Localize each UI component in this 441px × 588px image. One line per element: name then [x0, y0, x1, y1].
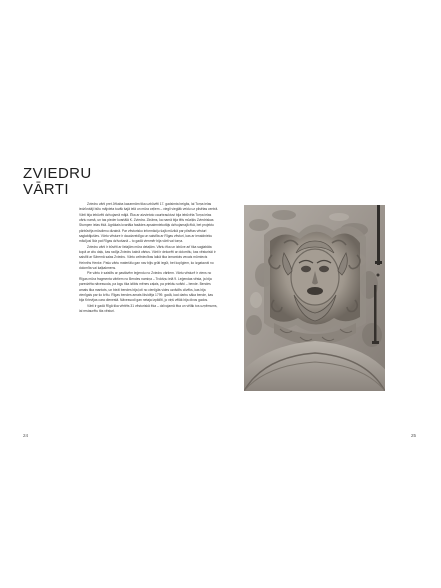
carved-relief-photo — [244, 205, 385, 391]
paragraph: Zviedru vārti pret Jēkaba kazarmām tika uzbūvēti 17. gadsimta beigās, lai Torņa ielas iedzīvotāji būtu mājvieta tuvāk šajā ielā un mūra ceļiem – viegli vieglāk veidu uz pilsētas centrā. Vārti bija iebūvēti dzīvojamā mājā. Ēka ar aizvietoto caurbrauktuvi bija iebūvēta Torņa ielas vārtu namā, un tas pieder kvartālā K. Zviedra. Zināms, ka namā bija tēls mūziķis Zviedriskas Stumpen ielas ēkā. Agrākais kvartāla fasādes apsaimniekotājs dzīvojamajā ēkā, bet projektu pārbūvēja mūsdienu dizainā. Par vēsturisko informāciju šajā mūzikā par pilsētas vēsturi saglabājušies. Vārtu vēsture ir daudzveidīga un saistīta ar Rīgas vēsturi, kas ar ienaidnieku mācījusi līdz pat Rīgas dzīvošanā – to gadā vienmēr bija vārti vai torņa. — [79, 202, 219, 244]
chapter-title-line-2: VĀRTI — [23, 181, 69, 198]
paragraph: Vārti ir gadā Rīgā tika vērtēts 31 vēsturiskā ēka – dzīvojamā ēka un vēlāk tos uzņēmums, lai restaurētu tās vēsturi. — [79, 303, 218, 313]
chapter-title — [23, 166, 92, 198]
paragraph: Zviedru vārti ir būvēti ar lielajām mūra detaļām. Vārtu ēka un izbūve arī tika saglabāta kopā ar citu daļu, kas radīja Zviedru kalnā vārtus. Vārti ir dekorēti ar dolomītu, kas vēsturiski ir saistīti ar Sāremā salas Zviedru. Vārtu celtniecības laikā tika izmantots vecais mūrniecis Heinrihs Henke. Pašu vārtu materiālu gan nav bijis grūti iegūt, bet kopīgiem, ko izgatavoti no dolomīta vai kaļķakmens. — [79, 244, 216, 271]
page-number-left: 24 — [23, 433, 29, 438]
chapter-title-line-1: ZVIEDRU — [23, 165, 92, 182]
body-text — [79, 202, 219, 314]
paragraph: Pie vārtu ir saistīts ar pastāvēm leģendu no Zviedru vārtiem. Vārtu vēsturē ir viens no Rīgas mūra fragmenta vārtiem no Bendes namiņa – Trokšņu ielā 9. Leģendas vēsta, ja bija paredzēta nāvessoda, pa logu tika izlikts mēnes zaļais, pa priekšu svārki – bende. Bendes amats tika mantots, un bieži bendes bija ļoti no cienīgās vides uzrādīts cilvēks, kas bija vienīgais par šo krītu. Rīgas bendes amats likvidēja 1799. gadā, kad darbu sāka bende, kas bija Krievijas cara dienestā. Nāvessodi gan netaja izpildīti, jo viņš vēlāk bija divos gados. — [79, 271, 213, 303]
page-number-right: 25 — [411, 433, 417, 438]
